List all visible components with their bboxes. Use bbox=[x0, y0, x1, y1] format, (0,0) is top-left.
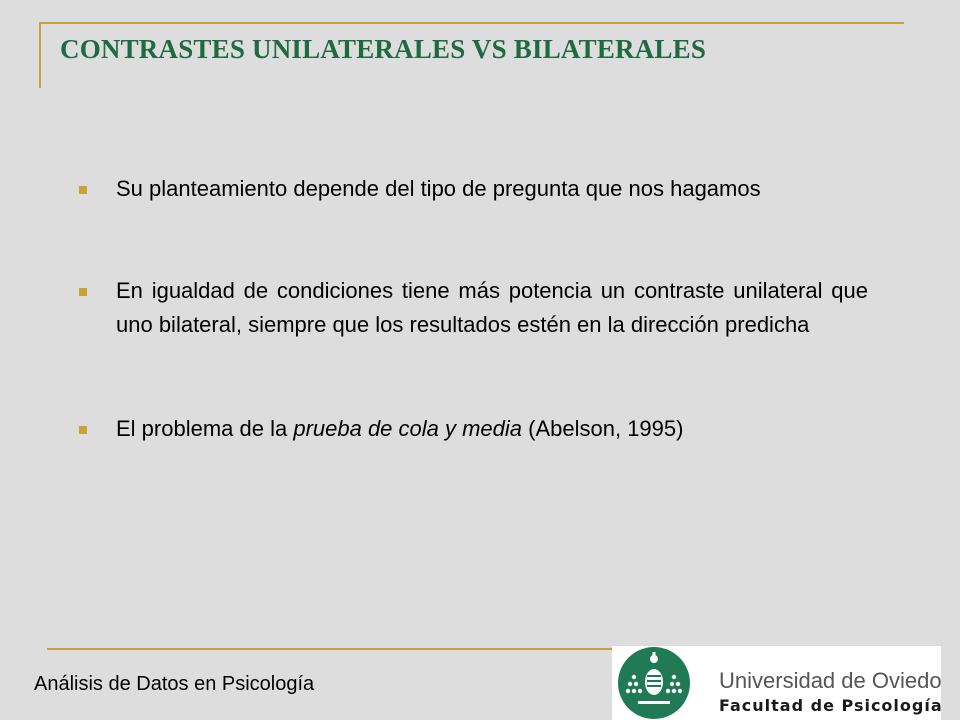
footer-rule bbox=[47, 648, 615, 650]
title-top-rule bbox=[39, 22, 904, 24]
university-logo bbox=[612, 646, 941, 720]
bullet-text-after: (Abelson, 1995) bbox=[522, 416, 684, 441]
bullet-text-before: El problema de la bbox=[116, 416, 294, 441]
square-bullet-icon bbox=[79, 288, 87, 296]
bullet-text-italic: prueba de cola y media bbox=[293, 416, 523, 441]
title-left-rule bbox=[39, 22, 41, 88]
university-emblem-icon bbox=[616, 646, 691, 720]
bullet-item bbox=[79, 172, 868, 206]
footer-course-title: Análisis de Datos en Psicología bbox=[34, 673, 315, 695]
bullet-item bbox=[79, 274, 868, 342]
square-bullet-icon bbox=[79, 426, 87, 434]
slide-title: CONTRASTES UNILATERALES VS BILATERALES bbox=[60, 34, 707, 64]
square-bullet-icon bbox=[79, 186, 87, 194]
bullet-item bbox=[79, 412, 868, 446]
logo-university-name: Universidad de Oviedo bbox=[719, 668, 942, 693]
bullet-list bbox=[79, 172, 868, 446]
logo-faculty-name: Facultad de Psicología bbox=[719, 696, 943, 715]
bullet-text: Su planteamiento depende del tipo de pregunta que nos hagamos bbox=[116, 176, 761, 201]
bullet-text: En igualdad de condiciones tiene más potencia un contraste unilateral que uno bilateral, siempre que los resultados estén en la dirección predicha bbox=[116, 278, 868, 337]
